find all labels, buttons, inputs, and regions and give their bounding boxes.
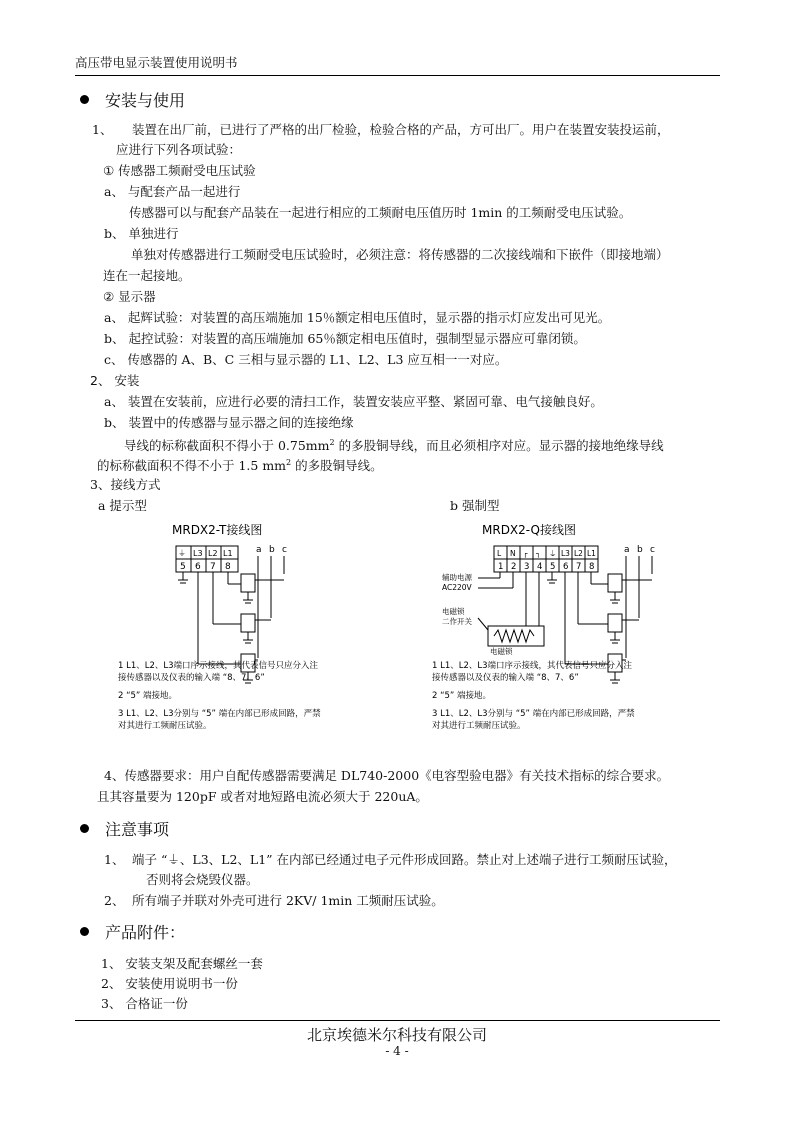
page-number: - 4 - <box>385 1044 409 1058</box>
phase-label: c <box>650 545 655 555</box>
switch-label: 二作开关 <box>442 617 472 626</box>
terminal-num: 2 <box>511 562 517 572</box>
terminal-num: 7 <box>576 562 582 572</box>
terminal-label: L2 <box>574 549 583 558</box>
bullet-icon <box>80 927 89 936</box>
terminal-label: L1 <box>587 549 596 558</box>
note1-num: 1、 <box>104 852 125 867</box>
diagram-note: 3 L1、L2、L3分别与 “5” 端在内部已形成回路，严禁 <box>118 709 321 719</box>
terminal-num: 6 <box>563 562 569 572</box>
item-b1-text1: 单独对传感器进行工频耐受电压试验时，必须注意：将传感器的二次接线端和下嵌件（即接地端） <box>131 247 669 262</box>
terminal-num: 7 <box>210 562 216 572</box>
section-title: 注意事项 <box>105 820 170 839</box>
terminal-num: 8 <box>589 562 595 572</box>
wiring-diagram-q <box>428 518 668 750</box>
note2-num: 2、 <box>104 893 125 908</box>
header-rule <box>75 75 720 76</box>
sub2-title: ② 显示器 <box>103 289 156 304</box>
diagram-note: 对其进行工频耐压试验。 <box>432 721 526 731</box>
section-heading-install <box>80 90 185 112</box>
diagram-note: 1 L1、L2、L3端口序示接线，其代表信号只应分入注 <box>432 661 633 671</box>
terminal-label: ⏚ <box>178 549 186 558</box>
diagram-t-title: MRDX2-T接线图 <box>172 523 263 537</box>
phase-label: b <box>269 545 275 555</box>
ground-symbol-icon: ⏚ <box>167 852 180 867</box>
power-voltage-label: AC220V <box>442 583 472 592</box>
item-b1: b、 单独进行 <box>104 226 179 241</box>
para4-line1: 4、传感器要求：用户自配传感器需要满足 DL740-2000《电容型验电器》有关技术指标的综合要求。 <box>104 768 670 783</box>
phase-label: a <box>624 545 630 555</box>
item-b2: b、 起控试验：对装置的高压端施加 65％额定相电压值时，强制型显示器应可靠闭锁。 <box>104 331 586 346</box>
item-b3-text2: 的标称截面积不得不小于 1.5 $mm^2$ 的多股铜导线。 <box>97 458 383 474</box>
type-a-label: a 提示型 <box>98 498 147 513</box>
item-b1-text2: 连在一起接地。 <box>103 268 191 283</box>
para3-title: 3、接线方式 <box>90 477 161 492</box>
terminal-label: ┌ <box>523 549 528 558</box>
section-title: 产品附件： <box>105 923 186 942</box>
accessory-item: 3、 合格证一份 <box>101 996 188 1011</box>
phase-label: a <box>256 545 262 555</box>
item-a1: a、 与配套产品一起进行 <box>104 184 241 199</box>
terminal-label: L1 <box>223 549 233 558</box>
type-b-label: b 强制型 <box>450 498 500 513</box>
diagram-note: 接传感器以及仪表的输入端 “8、7、6” <box>118 673 265 683</box>
note2-text: 所有端子并联对外壳可进行 2KV/ 1min 工频耐压试验。 <box>132 893 444 908</box>
section-title: 安装与使用 <box>105 91 186 110</box>
terminal-num: 5 <box>180 562 186 572</box>
terminal-num: 6 <box>195 562 201 572</box>
diagram-note: 2 “5” 端接地。 <box>118 691 178 701</box>
item-a1-text: 传感器可以与配套产品装在一起进行相应的工频耐电压值历时 1min 的工频耐受电压试验。 <box>129 205 632 220</box>
note1-line1: 端子 “⏚、L3、L2、L1” 在内部已经通过电子元件形成回路。禁止对上述端子进行工频耐压试验， <box>132 852 677 867</box>
terminal-label: L <box>497 549 502 558</box>
terminal-label: L2 <box>208 549 218 558</box>
terminal-num: 8 <box>225 562 231 572</box>
terminal-label: ⏚ <box>549 549 557 558</box>
accessory-item: 1、 安装支架及配套螺丝一套 <box>101 956 263 971</box>
diagram-note: 接传感器以及仪表的输入端 “8、7、6” <box>432 673 579 683</box>
section-heading-notes <box>80 819 169 841</box>
para1-line1: 装置在出厂前，已进行了严格的出厂检验，检验合格的产品，方可出厂。用户在装置安装投运前， <box>132 122 670 137</box>
diagram-note: 3 L1、L2、L3分别与 “5” 端在内部已形成回路，严禁 <box>432 709 635 719</box>
footer-company: 北京埃德米尔科技有限公司 <box>306 1026 487 1044</box>
accessory-item: 2、 安装使用说明书一份 <box>101 976 238 991</box>
terminal-label: N <box>510 549 516 558</box>
bullet-icon <box>80 95 89 104</box>
note1-line2: 否则将会烧毁仪器。 <box>146 872 259 887</box>
item-a2: a、 起辉试验：对装置的高压端施加 15％额定相电压值时，显示器的指示灯应发出可见光。 <box>104 310 611 325</box>
item-a3: a、 装置在安装前，应进行必要的清扫工作，装置安装应平整、紧固可靠、电气接触良好。 <box>104 394 603 409</box>
terminal-num: 3 <box>524 562 530 572</box>
para1-line2: 应进行下列各项试验： <box>116 142 242 157</box>
diagram-note: 1 L1、L2、L3端口序示接线，其代表信号只应分入注 <box>118 661 319 671</box>
terminal-label: ┐ <box>536 549 541 558</box>
para4-line2: 且其容量要为 120pF 或者对地短路电流必须大于 220uA。 <box>97 789 428 804</box>
sub1-title: ① 传感器工频耐受电压试验 <box>103 163 256 178</box>
phase-label: c <box>282 545 287 555</box>
para2-title: 2、 安装 <box>90 373 140 388</box>
lock-coil-label: 电磁锁 <box>490 647 513 656</box>
para1-num: 1、 <box>92 122 113 137</box>
terminal-label: L3 <box>193 549 203 558</box>
diagram-note: 2 “5” 端接地。 <box>432 691 492 701</box>
footer-rule <box>75 1020 720 1021</box>
power-label: 辅助电源 <box>442 573 472 582</box>
bullet-icon <box>80 824 89 833</box>
item-c2: c、 传感器的 A、B、C 三相与显示器的 L1、L2、L3 应互相一一对应。 <box>104 352 508 367</box>
diagram-note: 对其进行工频耐压试验。 <box>118 721 212 731</box>
section-heading-accessories <box>80 922 185 944</box>
wiring-diagram-t <box>110 518 360 750</box>
terminal-num: 4 <box>537 562 543 572</box>
terminal-num: 5 <box>550 562 556 572</box>
item-b3: b、 装置中的传感器与显示器之间的连接绝缘 <box>104 415 354 430</box>
terminal-label: L3 <box>561 549 570 558</box>
header-title: 高压带电显示装置使用说明书 <box>75 55 238 70</box>
diagram-q-title: MRDX2-Q接线图 <box>482 523 577 537</box>
phase-label: b <box>637 545 643 555</box>
item-b3-text1: 导线的标称截面积不得小于 $0.75mm^2$ 的多股铜导线，而且必须相序对应。显示器的接地绝缘导线 <box>124 438 664 454</box>
terminal-num: 1 <box>498 562 504 572</box>
lock-label: 电磁锁 <box>442 607 465 616</box>
